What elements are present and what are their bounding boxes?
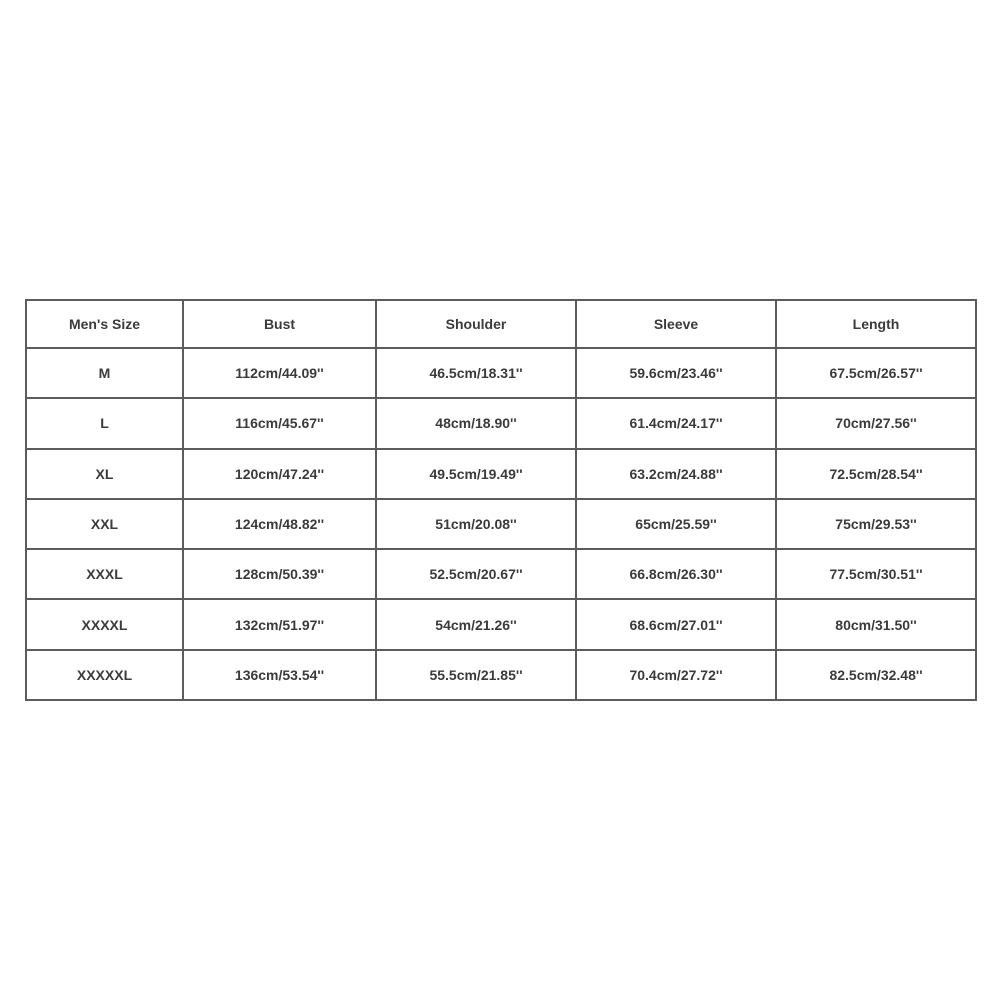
sleeve-cell: 61.4cm/24.17'' [576, 398, 776, 448]
shoulder-cell: 48cm/18.90'' [376, 398, 576, 448]
bust-cell: 116cm/45.67'' [183, 398, 376, 448]
size-cell: XL [26, 449, 183, 499]
shoulder-cell: 52.5cm/20.67'' [376, 549, 576, 599]
length-cell: 67.5cm/26.57'' [776, 348, 976, 398]
table-row [26, 398, 976, 448]
sleeve-cell: 59.6cm/23.46'' [576, 348, 776, 398]
size-cell: L [26, 398, 183, 448]
table-row [26, 449, 976, 499]
shoulder-cell: 51cm/20.08'' [376, 499, 576, 549]
size-cell: XXL [26, 499, 183, 549]
sleeve-cell: 70.4cm/27.72'' [576, 650, 776, 700]
header-bust: Bust [183, 300, 376, 348]
size-cell: XXXXL [26, 599, 183, 649]
sleeve-cell: 68.6cm/27.01'' [576, 599, 776, 649]
table-row [26, 549, 976, 599]
size-cell: XXXL [26, 549, 183, 599]
bust-cell: 112cm/44.09'' [183, 348, 376, 398]
length-cell: 75cm/29.53'' [776, 499, 976, 549]
length-cell: 70cm/27.56'' [776, 398, 976, 448]
bust-cell: 124cm/48.82'' [183, 499, 376, 549]
header-length: Length [776, 300, 976, 348]
sleeve-cell: 63.2cm/24.88'' [576, 449, 776, 499]
size-cell: M [26, 348, 183, 398]
bust-cell: 120cm/47.24'' [183, 449, 376, 499]
bust-cell: 132cm/51.97'' [183, 599, 376, 649]
table-row [26, 650, 976, 700]
length-cell: 77.5cm/30.51'' [776, 549, 976, 599]
table-row [26, 499, 976, 549]
table-row [26, 348, 976, 398]
header-size: Men's Size [26, 300, 183, 348]
header-shoulder: Shoulder [376, 300, 576, 348]
length-cell: 82.5cm/32.48'' [776, 650, 976, 700]
shoulder-cell: 46.5cm/18.31'' [376, 348, 576, 398]
shoulder-cell: 49.5cm/19.49'' [376, 449, 576, 499]
shoulder-cell: 54cm/21.26'' [376, 599, 576, 649]
size-cell: XXXXXL [26, 650, 183, 700]
header-sleeve: Sleeve [576, 300, 776, 348]
table-row [26, 599, 976, 649]
shoulder-cell: 55.5cm/21.85'' [376, 650, 576, 700]
sleeve-cell: 66.8cm/26.30'' [576, 549, 776, 599]
size-chart-table [25, 299, 977, 701]
bust-cell: 136cm/53.54'' [183, 650, 376, 700]
length-cell: 72.5cm/28.54'' [776, 449, 976, 499]
header-row [26, 300, 976, 348]
sleeve-cell: 65cm/25.59'' [576, 499, 776, 549]
length-cell: 80cm/31.50'' [776, 599, 976, 649]
bust-cell: 128cm/50.39'' [183, 549, 376, 599]
